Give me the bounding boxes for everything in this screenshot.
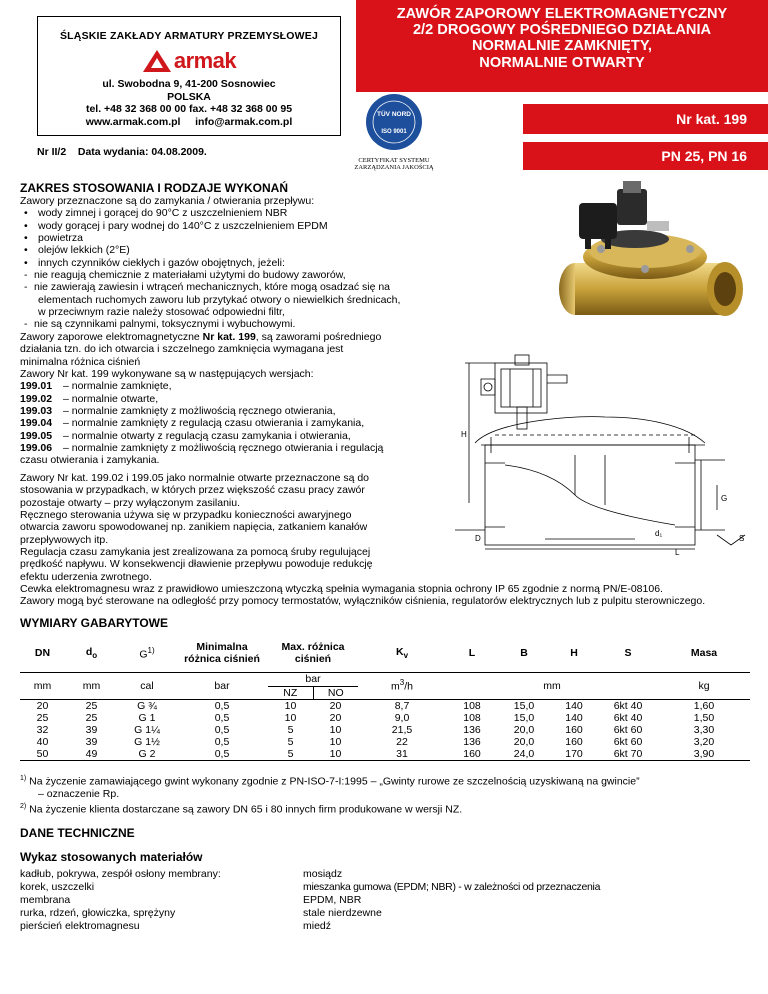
cell-dn: 40 <box>36 735 49 748</box>
cell-min: 0,5 <box>214 699 230 712</box>
version-row <box>20 380 450 392</box>
cell-no: 10 <box>329 723 342 736</box>
text-span-bold: Nr kat. 199 <box>202 331 256 343</box>
cell-g: G 1¼ <box>134 723 160 736</box>
version-code: 199.03 <box>20 405 53 418</box>
cell-l: 108 <box>463 699 481 712</box>
list-item: • olejów lekkich (2°E) <box>20 244 540 256</box>
cell-do: 25 <box>85 711 98 724</box>
material-part: rurka, rdzeń, głowiczka, sprężyny <box>20 907 176 919</box>
col-header-do: $d_o$ <box>85 645 98 660</box>
material-value: mieszanka gumowa (EPDM; NBR) - w zależności od przeznaczenia <box>303 881 601 893</box>
footnote-1: $^{1)}$ Na życzenie zamawiającego gwint wykonany zgodnie z PN-ISO-7-I:1995 – „Gwinty rurowe ze szczelnością uzyskiwaną na gwincie” <box>20 775 640 788</box>
cell-no: 10 <box>329 747 342 760</box>
table-row <box>20 736 750 748</box>
version-code: 199.01 <box>20 380 53 393</box>
list-item: - nie są czynnikami palnymi, toksycznymi i wybuchowymi. <box>20 318 540 330</box>
unit-kv: $m^3/h$ <box>391 678 413 693</box>
scope-text <box>20 195 540 331</box>
paragraph: Cewka elektromagnesu wraz z prawidłowo umieszczoną wtyczką spełnia wymagania stopnia ochrony IP 65 zgodnie z normą PN/E-08106. <box>20 583 663 596</box>
paragraph: Regulacja czasu zamykania jest zrealizowana za pomocą śruby regulującej <box>20 546 371 559</box>
cell-s: 6kt 40 <box>613 699 643 712</box>
cell-b: 24,0 <box>513 747 535 760</box>
cell-min: 0,5 <box>214 735 230 748</box>
cell-do: 39 <box>85 735 98 748</box>
list-item-cont: w przeciwnym razie należy stosować odpowiedni filtr, <box>38 306 285 319</box>
version-desc: – normalnie zamknięty z regulacją czasu otwierania i zamykania, <box>63 417 365 430</box>
paragraph: efektu uderzenia zwrotnego. <box>20 570 152 583</box>
title-line-2: 2/2 DROGOWY POŚREDNIEGO DZIAŁANIA <box>412 22 712 39</box>
col-header-l: L <box>468 646 476 659</box>
col-header-kv: $K_v$ <box>395 645 409 660</box>
cell-s: 6kt 60 <box>613 723 643 736</box>
cell-masa: 1,50 <box>693 711 715 724</box>
cell-g: G 1 <box>138 711 156 724</box>
cell-dn: 25 <box>36 711 49 724</box>
material-value: EPDM, NBR <box>303 894 362 906</box>
paragraph: działania tzn. do ich otwarcia i szczelnego zamknięcia wymagana jest <box>20 343 344 356</box>
company-address <box>38 78 340 128</box>
dim-label-d1: d₁ <box>655 529 663 538</box>
scope-heading: ZAKRES STOSOWANIA I RODZAJE WYKONAŃ <box>20 181 289 195</box>
tech-heading: DANE TECHNICZNE <box>20 826 135 840</box>
paragraph: przepływowych itp. <box>20 533 109 546</box>
unit-dn: mm <box>33 679 52 692</box>
cell-do: 49 <box>85 747 98 760</box>
paragraph: pozostaje otwarty – przy wyłączonym zasilaniu. <box>20 496 241 509</box>
email-link[interactable]: info@armak.com.pl <box>195 115 293 128</box>
cell-kv: 9,0 <box>394 711 410 724</box>
catalog-number: Nr kat. 199 <box>523 104 768 134</box>
version-desc: – normalnie otwarte, <box>63 392 159 405</box>
title-line-3: NORMALNIE ZAMKNIĘTY, <box>472 38 652 55</box>
cell-h: 160 <box>565 723 583 736</box>
col-header-masa: Masa <box>690 646 718 659</box>
list-item: - nie reagują chemicznie z materiałami użytymi do budowy zaworów, <box>20 269 540 281</box>
table-row <box>20 748 750 761</box>
cell-b: 15,0 <box>513 699 535 712</box>
cell-min: 0,5 <box>214 711 230 724</box>
paragraph <box>20 331 450 343</box>
footnotes <box>20 773 760 816</box>
material-value: mosiądz <box>303 868 343 880</box>
table-row <box>20 724 750 736</box>
material-value: miedź <box>303 920 332 932</box>
cell-s: 6kt 60 <box>613 735 643 748</box>
cert-caption-1: CERTYFIKAT SYSTEMU <box>358 157 430 164</box>
version-row <box>20 430 450 442</box>
cell-b: 20,0 <box>513 723 535 736</box>
dim-label-d: D <box>475 534 481 543</box>
title-line-1: ZAWÓR ZAPOROWY ELEKTROMAGNETYCZNY <box>396 6 728 22</box>
cell-b: 20,0 <box>513 735 535 748</box>
phone-fax: tel. +48 32 368 00 00 fax. +48 32 368 00 95 <box>85 103 293 115</box>
version-code: 199.04 <box>20 417 53 430</box>
materials-list <box>20 868 600 933</box>
cell-nz: 5 <box>287 723 294 736</box>
material-part: korek, uszczelki <box>20 881 95 893</box>
cell-nz: 10 <box>284 711 297 724</box>
cell-b: 15,0 <box>513 711 535 724</box>
col-header-max-diff: Max. różnica ciśnień <box>281 640 345 665</box>
version-row <box>20 417 450 429</box>
version-row <box>20 405 450 417</box>
list-item: • wody gorącej i pary wodnej do 140°C z uszczelnieniem EPDM <box>20 220 540 232</box>
cell-l: 136 <box>463 723 481 736</box>
certificate-badge <box>352 92 436 172</box>
web-email-line <box>38 116 340 129</box>
scope-text-2 <box>20 331 450 467</box>
cell-g: G ¾ <box>137 699 157 712</box>
document-meta <box>37 146 207 158</box>
unit-do: mm <box>82 679 101 692</box>
cell-g: G 2 <box>138 747 156 760</box>
tuv-certificate-icon <box>364 92 424 152</box>
company-name: ŚLĄSKIE ZAKŁADY ARMATURY PRZEMYSŁOWEJ <box>59 30 319 42</box>
dim-label-l: L <box>675 548 680 555</box>
unit-min: bar <box>214 679 230 692</box>
paragraph: Ręcznego sterowania używa się w przypadku konieczności awaryjnego <box>20 509 352 522</box>
list-item: • powietrza <box>20 232 540 244</box>
units-row-1 <box>20 672 750 686</box>
version-desc: – normalnie zamknięty z możliwością ręcznego otwierania, <box>63 405 336 418</box>
cell-do: 25 <box>85 699 98 712</box>
version-desc: – normalnie otwarty z regulacją czasu zamykania i otwierania, <box>63 429 351 442</box>
cell-dn: 32 <box>36 723 49 736</box>
paragraph: czasu otwierania i zamykania. <box>20 454 160 467</box>
paragraph: Zawory Nr kat. 199 wykonywane są w następujących wersjach: <box>20 368 314 381</box>
cell-masa: 3,30 <box>693 723 715 736</box>
list-item <box>20 907 600 920</box>
address-line-1: ul. Swobodna 9, 41-200 Sosnowiec <box>102 78 276 90</box>
cell-nz: 10 <box>284 699 297 712</box>
paragraph: Zawory mogą być sterowane na odległość przy pomocy termostatów, wyłączników ciśnienia, regulatorów elektrycznych lub z pulpitu sterowniczego. <box>20 595 706 608</box>
dim-label-s: S <box>739 534 745 543</box>
dims-heading: WYMIARY GABARYTOWE <box>20 616 169 630</box>
dim-label-h: H <box>461 430 467 439</box>
unit-no: NO <box>313 686 358 699</box>
armak-logo <box>38 48 340 74</box>
website-link[interactable]: www.armak.com.pl <box>85 115 181 128</box>
paragraph: prędkość napływu. W konsekwencji dławienie przepływu powoduje redukcję <box>20 558 373 571</box>
version-desc: – normalnie zamknięte, <box>63 380 172 393</box>
version-code: 199.05 <box>20 429 53 442</box>
list-item <box>20 920 600 933</box>
cell-kv: 22 <box>396 735 408 748</box>
col-header-g: $G^{1)}$ <box>139 645 155 660</box>
version-row <box>20 393 450 405</box>
cell-g: G 1½ <box>134 735 160 748</box>
unit-nz: NZ <box>268 686 313 699</box>
cell-do: 39 <box>85 723 98 736</box>
paragraph: otwarcia zaworu spowodowanej np. zanikiem napięcia, zatkaniem kanałów <box>20 521 368 534</box>
cert-mid-text: ISO 9001 <box>381 129 407 135</box>
cell-nz: 5 <box>287 747 294 760</box>
cell-no: 20 <box>329 699 342 712</box>
cross-section-drawing <box>455 345 755 555</box>
table-header-row <box>20 634 750 672</box>
dim-label-g: G <box>721 494 728 503</box>
issue-date: Data wydania: 04.08.2009. <box>77 146 207 158</box>
dimensions-table <box>20 634 750 761</box>
col-header-b: B <box>520 646 528 659</box>
cell-no: 20 <box>329 711 342 724</box>
list-item: • innych czynników ciekłych i gazów obojętnych, jeżeli: <box>20 257 540 269</box>
version-code: 199.06 <box>20 442 53 455</box>
list-item <box>20 894 600 907</box>
footnote-2: $^{2)}$ Na życzenie klienta dostarczane są zawory DN 65 i 80 innych firm produkowane w wersji NZ. <box>20 802 463 815</box>
cell-kv: 8,7 <box>394 699 410 712</box>
cell-masa: 1,60 <box>693 699 715 712</box>
col-header-s: S <box>624 646 632 659</box>
cell-masa: 3,90 <box>693 747 715 760</box>
paragraph: minimalna różnica ciśnień <box>20 355 141 368</box>
cell-min: 0,5 <box>214 723 230 736</box>
unit-masa: kg <box>698 679 710 692</box>
document-title <box>356 0 768 92</box>
cell-h: 160 <box>565 735 583 748</box>
doc-number: Nr II/2 <box>37 146 67 158</box>
cell-s: 6kt 70 <box>613 747 643 760</box>
text-span: Zawory zaporowe elektromagnetyczne <box>20 331 203 343</box>
cert-top-text: TÜV NORD <box>377 111 411 118</box>
unit-lbhs: mm <box>543 679 561 692</box>
list-item-cont: elementach ruchomych zaworu lub przytykać otwory o niewielkich średnicach, <box>38 293 401 306</box>
pressure-rating: PN 25, PN 16 <box>523 142 768 170</box>
cell-l: 108 <box>463 711 481 724</box>
address-line-2: POLSKA <box>167 90 211 103</box>
cell-l: 136 <box>463 735 481 748</box>
col-header-h: H <box>570 646 578 659</box>
version-row <box>20 442 450 454</box>
list-item <box>20 868 600 881</box>
cell-s: 6kt 40 <box>613 711 643 724</box>
material-part: pierścień elektromagnesu <box>20 920 140 932</box>
paragraph: stosowania w przypadkach, w których przez większość czasu pracy zawór <box>20 484 365 497</box>
table-row <box>20 699 750 712</box>
material-value: stale nierdzewne <box>303 907 382 919</box>
cell-masa: 3,20 <box>693 735 715 748</box>
title-line-4: NORMALNIE OTWARTY <box>479 54 645 71</box>
company-box <box>37 16 341 136</box>
logo-text: armak <box>173 48 237 73</box>
cert-caption-2: ZARZĄDZANIA JAKOŚCIĄ <box>354 164 434 171</box>
cell-h: 140 <box>565 711 583 724</box>
unit-max: bar <box>305 673 321 685</box>
list-item: • wody zimnej i gorącej do 90°C z uszczelnieniem NBR <box>20 207 540 219</box>
version-code: 199.02 <box>20 392 53 405</box>
cell-dn: 50 <box>36 747 49 760</box>
armak-logo-icon <box>142 49 172 73</box>
cell-l: 160 <box>463 747 481 760</box>
version-desc: – normalnie zamknięty z możliwością ręcznego otwierania i regulacją <box>63 442 384 455</box>
footnote-1-cont: – oznaczenie Rp. <box>38 788 120 800</box>
col-header-min-diff: Minimalna różnica ciśnień <box>184 640 260 665</box>
table-row <box>20 712 750 724</box>
cell-nz: 5 <box>287 735 294 748</box>
unit-g: cal <box>140 679 154 692</box>
cell-min: 0,5 <box>214 747 230 760</box>
col-header-dn: DN <box>34 646 51 659</box>
paragraph: Zawory Nr kat. 199.02 i 199.05 jako normalnie otwarte przeznaczone są do <box>20 472 370 484</box>
list-item: - nie zawierają zawiesin i wtrąceń mechanicznych, które mogą osadzać się na <box>20 281 540 293</box>
cell-kv: 31 <box>396 747 408 760</box>
cell-h: 170 <box>565 747 583 760</box>
scope-intro: Zawory przeznaczone są do zamykania / otwierania przepływu: <box>20 195 315 207</box>
materials-heading: Wykaz stosowanych materiałów <box>20 850 203 864</box>
material-part: membrana <box>20 894 71 906</box>
list-item <box>20 881 600 894</box>
cell-h: 140 <box>565 699 583 712</box>
valve-photo <box>545 181 755 331</box>
cell-kv: 21,5 <box>391 723 413 736</box>
material-part: kadłub, pokrywa, zespół osłony membrany: <box>20 868 221 880</box>
text-span: , są zaworami pośredniego <box>255 331 382 343</box>
cell-dn: 20 <box>36 699 49 712</box>
cell-no: 10 <box>329 735 342 748</box>
